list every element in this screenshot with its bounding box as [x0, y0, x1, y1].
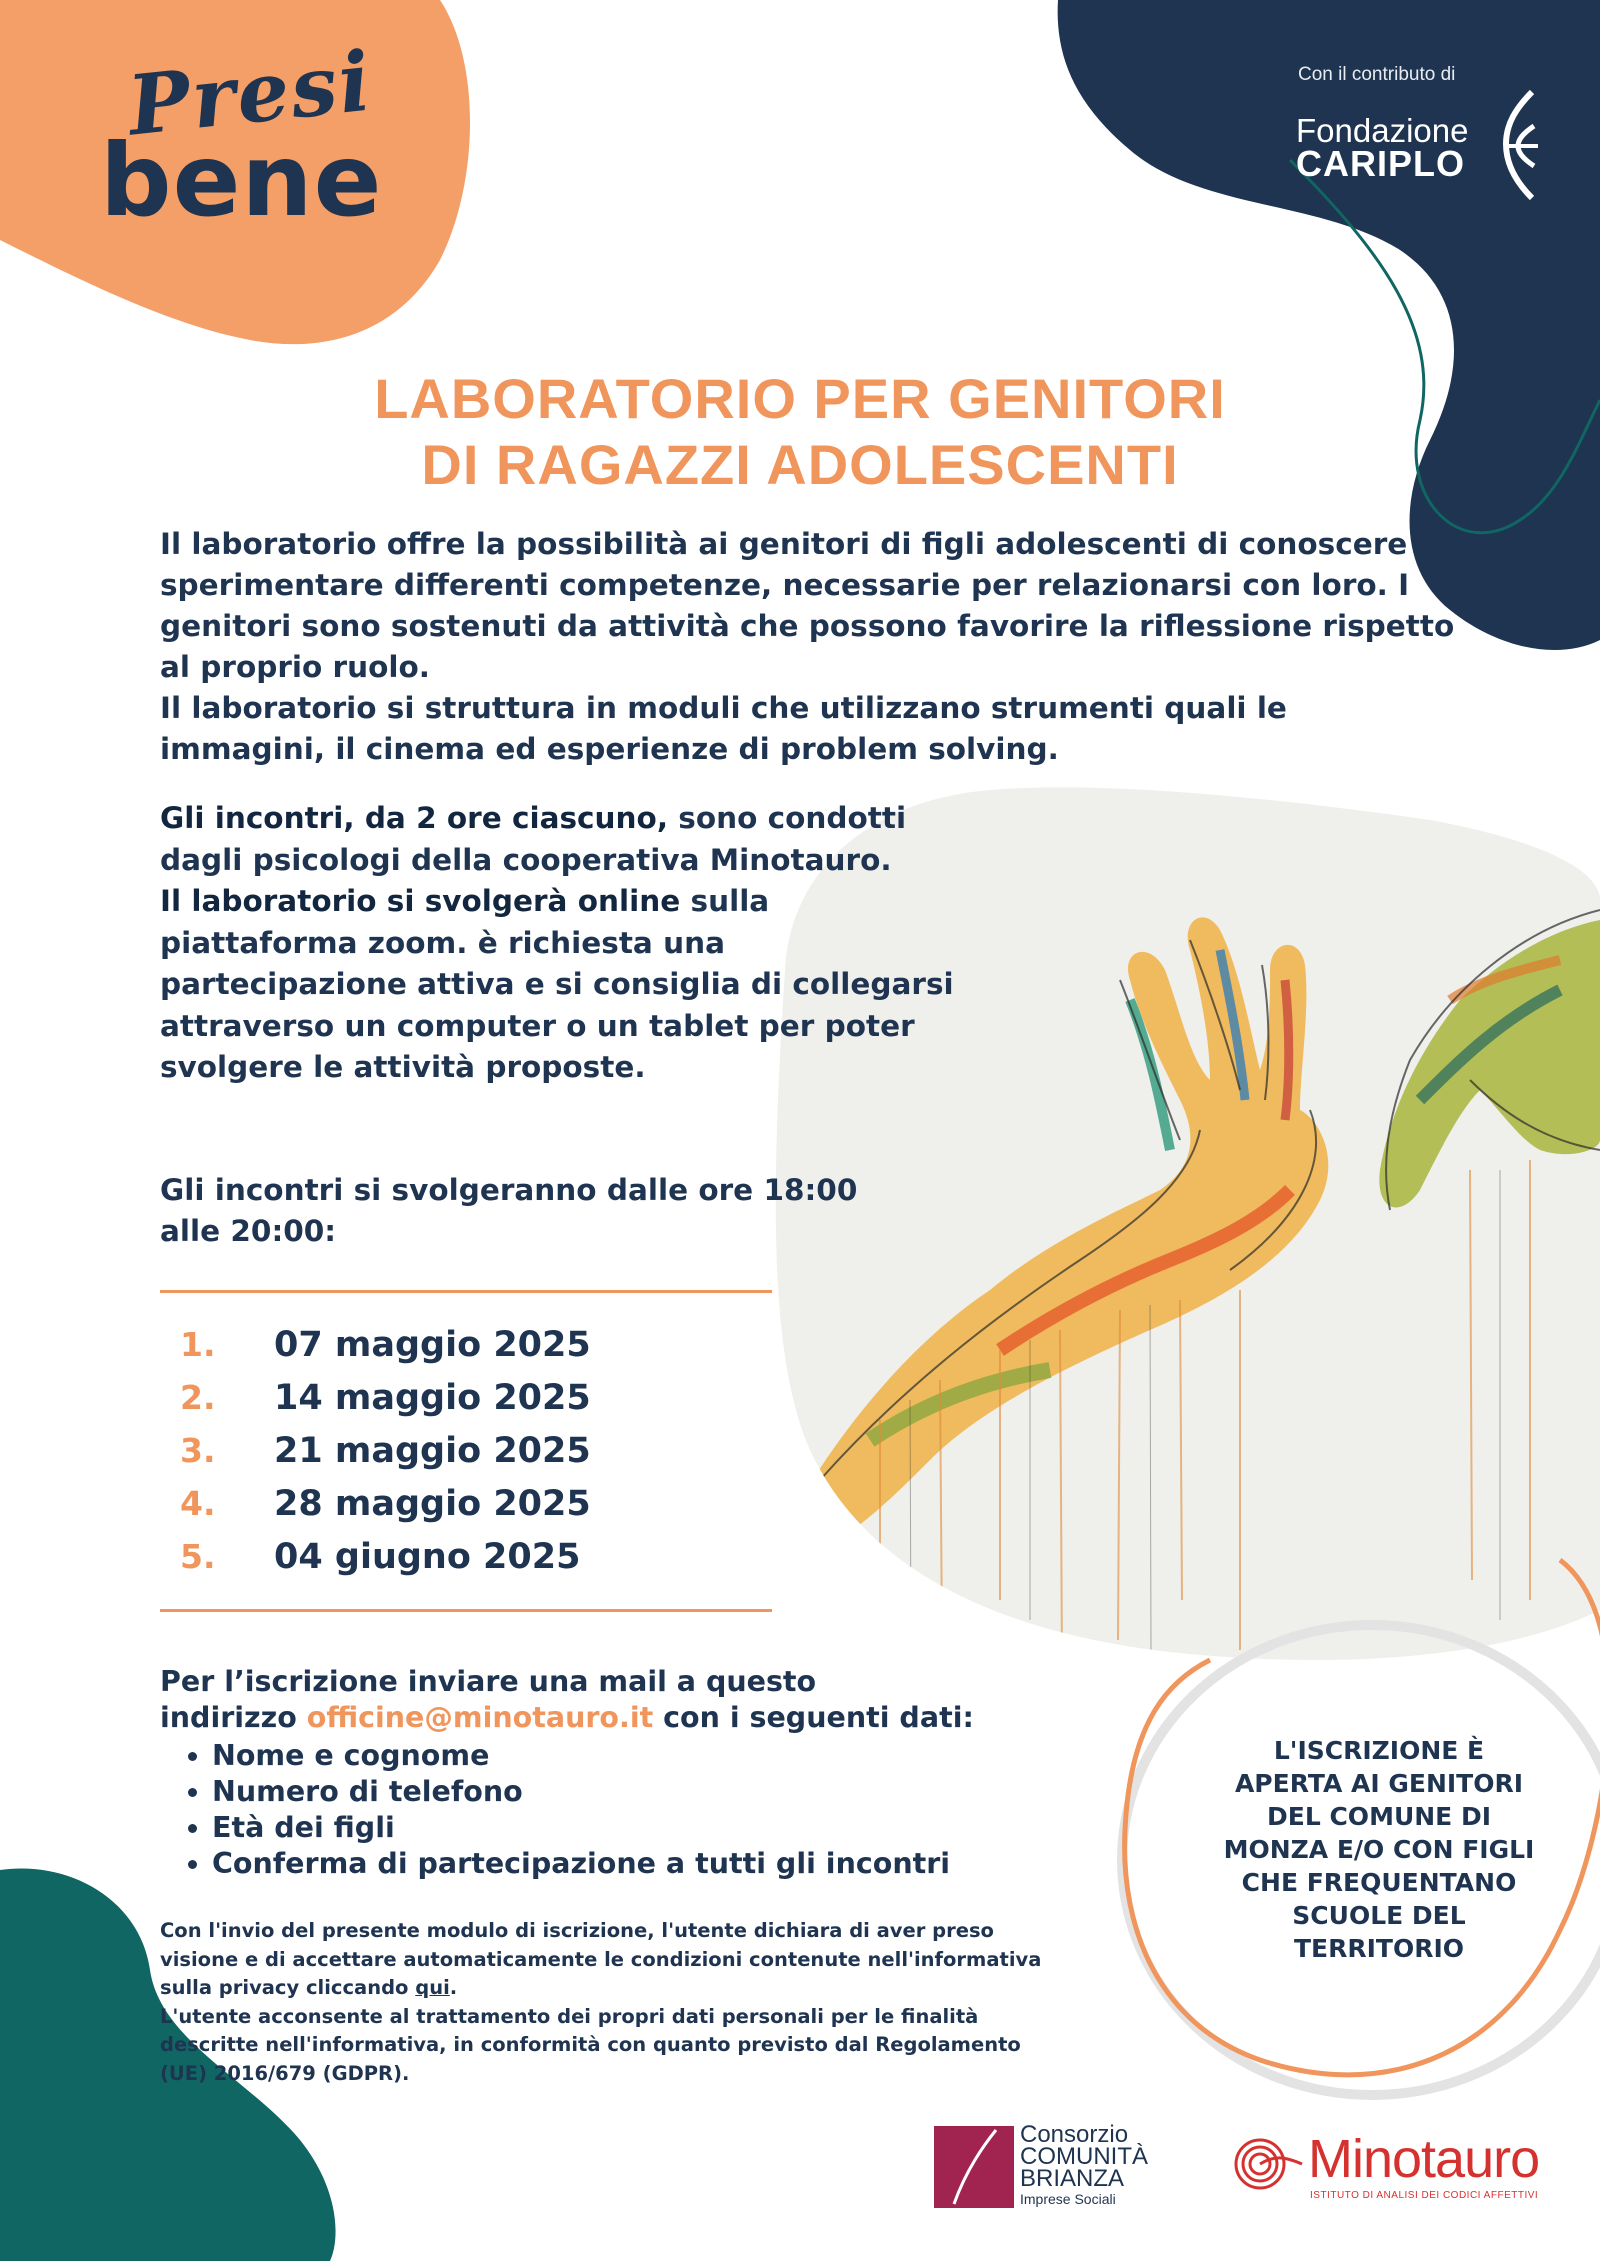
notice-line: MONZA E/O CON FIGLI [1223, 1835, 1535, 1864]
notice-line: TERRITORIO [1293, 1934, 1465, 1963]
details-bold-2: Il laboratorio si svolgerà online [160, 884, 681, 918]
date-item [180, 1477, 591, 1530]
date-value: 21 maggio 2025 [274, 1430, 591, 1471]
consorzio-line1: Consorzio [1020, 2121, 1129, 2148]
sponsor-name-line2: CARIPLO [1296, 143, 1465, 184]
details-bold-1: Gli incontri, da 2 ore ciascuno, [160, 801, 669, 835]
date-value: 14 maggio 2025 [274, 1377, 591, 1418]
presi-bene-logo-line1: Presi [123, 33, 377, 155]
date-number: 3. [180, 1431, 216, 1470]
list-item: • Nome e cognome [212, 1738, 1060, 1774]
intro-paragraph-2: Il laboratorio si struttura in moduli che utilizzano strumenti quali le immagini, il cinema ed esperienze di problem solving. [160, 691, 1287, 766]
cariplo-logo-icon [1494, 86, 1544, 206]
intro-paragraph-1: Il laboratorio offre la possibilità ai genitori di figli adolescenti di conoscere e sperimentare differenti competenze, necessarie per relazionarsi con loro. I genitori sono sostenuti da attività che possono favorire la riflessione rispetto al proprio ruolo. [160, 527, 1455, 684]
privacy-notice [160, 1917, 1060, 2088]
list-item: • Numero di telefono [212, 1774, 1060, 1810]
date-number: 4. [180, 1484, 216, 1523]
details-text-2: sulla piattaforma zoom. è richiesta una partecipazione attiva e si consiglia di collegarsi attraverso un computer o un tablet per poter svolgere le attività proposte. [160, 884, 954, 1084]
page-title [0, 366, 1600, 498]
consorzio-line4: Imprese Sociali [1020, 2191, 1116, 2207]
registration-info [160, 1664, 1060, 1882]
privacy-text-end: . [449, 1976, 458, 1999]
date-item [180, 1371, 591, 1424]
details-paragraph-2 [160, 881, 960, 1089]
divider-top [160, 1290, 772, 1293]
notice-line: CHE FREQUENTANO [1241, 1868, 1517, 1897]
notice-line: SCUOLE DEL [1292, 1901, 1466, 1930]
date-item [180, 1318, 591, 1371]
privacy-text: Con l'invio del presente modulo di iscrizione, l'utente dichiara di aver preso visione e di accettare automaticamente le condizioni contenute nell'informativa sulla privacy cliccando [160, 1919, 1042, 1999]
title-line1: LABORATORIO PER GENITORI [374, 367, 1226, 430]
consorzio-logo-text [1020, 2121, 1148, 2208]
privacy-paragraph-2: L'utente acconsente al trattamento dei propri dati personali per le finalità descritte nell'informativa, in conformità con quanto previsto dal Regolamento (UE) 2016/679 (GDPR). [160, 2004, 1021, 2085]
consorzio-line2: COMUNITÀ [1020, 2143, 1148, 2170]
privacy-policy-link[interactable]: qui [415, 1976, 450, 1999]
minotauro-logo-icon [1226, 2134, 1308, 2194]
date-number: 1. [180, 1325, 216, 1364]
contribution-label: Con il contributo di [1298, 64, 1456, 85]
registration-line-2-prefix: indirizzo [160, 1701, 307, 1734]
list-item: • Conferma di partecipazione a tutti gli incontri [212, 1846, 1060, 1882]
eligibility-notice [1194, 1734, 1564, 1965]
presi-bene-logo-line2: bene [100, 122, 383, 239]
minotauro-logo-text: Minotauro [1308, 2129, 1540, 2189]
consorzio-logo-icon [934, 2126, 1014, 2208]
notice-line: L'ISCRIZIONE È [1273, 1736, 1485, 1765]
details-paragraph-1 [160, 798, 960, 881]
date-value: 28 maggio 2025 [274, 1483, 591, 1524]
privacy-paragraph-1 [160, 1917, 1060, 2003]
notice-line: APERTA AI GENITORI [1234, 1769, 1524, 1798]
registration-line-2-suffix: con i seguenti dati: [653, 1701, 974, 1734]
date-number: 2. [180, 1378, 216, 1417]
minotauro-logo-subtitle: ISTITUTO DI ANALISI DEI CODICI AFFETTIVI [1310, 2190, 1539, 2201]
date-number: 5. [180, 1537, 216, 1576]
date-value: 07 maggio 2025 [274, 1324, 591, 1365]
registration-line-1: Per l’iscrizione inviare una mail a questo [160, 1665, 817, 1698]
sponsor-name-line1: Fondazione [1296, 112, 1469, 149]
meeting-details [160, 798, 960, 1089]
details-text-1: sono condotti dagli psicologi della cooperativa Minotauro. [160, 801, 907, 877]
list-item: • Età dei figli [212, 1810, 1060, 1846]
consorzio-line3: BRIANZA [1020, 2165, 1125, 2192]
dates-list [180, 1318, 591, 1583]
divider-bottom [160, 1609, 772, 1612]
registration-required-fields [160, 1738, 1060, 1882]
date-item [180, 1530, 591, 1583]
registration-email-link[interactable]: officine@minotauro.it [306, 1701, 654, 1734]
notice-line: DEL COMUNE DI [1267, 1802, 1491, 1831]
meeting-hours: Gli incontri si svolgeranno dalle ore 18:00 alle 20:00: [160, 1173, 858, 1248]
title-line2: DI RAGAZZI ADOLESCENTI [421, 433, 1179, 496]
date-item [180, 1424, 591, 1477]
date-value: 04 giugno 2025 [274, 1536, 581, 1577]
intro-text [160, 524, 1460, 770]
registration-line-2 [160, 1700, 1060, 1736]
